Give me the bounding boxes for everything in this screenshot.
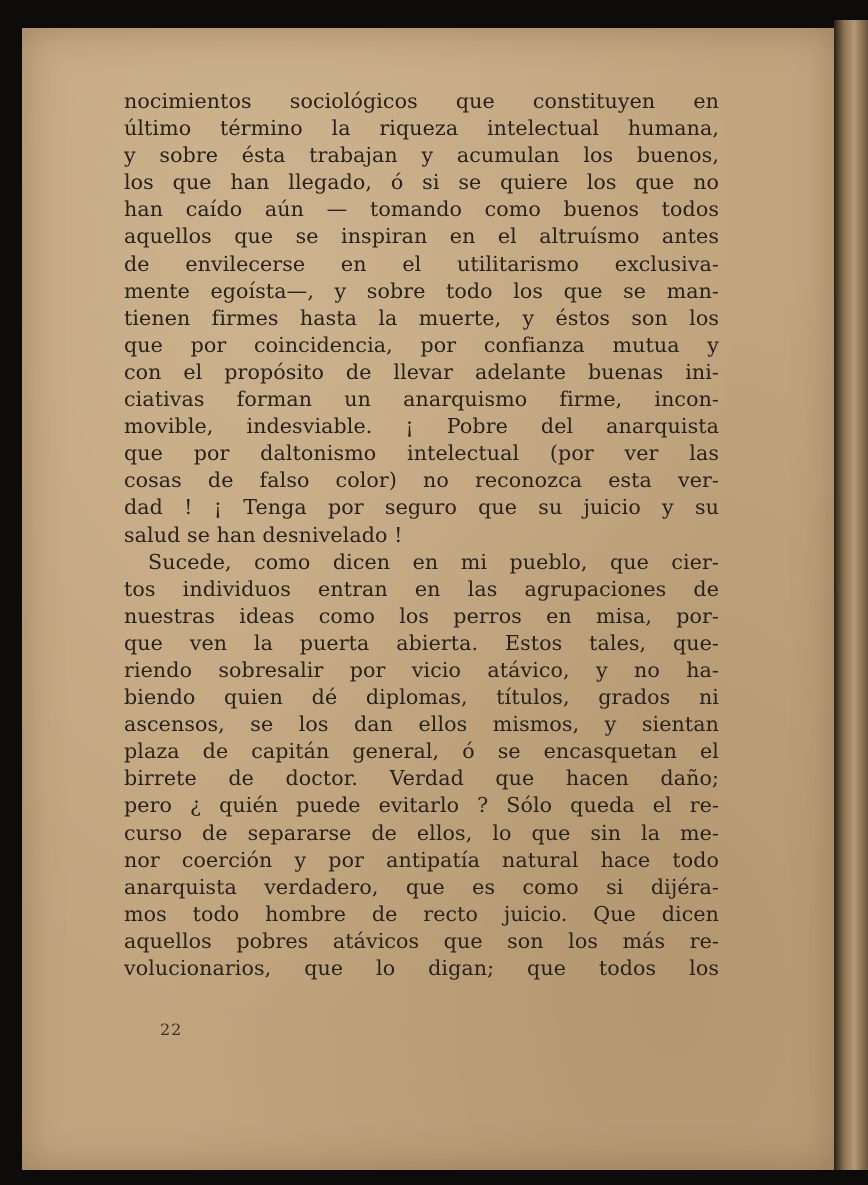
text-line: movible, indesviable. ¡ Pobre del anarquista [124,414,719,439]
text-line: y sobre ésta trabajan y acumulan los buenos, [124,143,719,168]
page-number: 22 [160,1020,183,1039]
text-line: nuestras ideas como los perros en misa, por- [124,603,719,628]
text-line: volucionarios, que lo digan; que todos los [124,956,719,980]
text-line: cosas de falso color) no reconozca esta ver- [124,468,719,493]
text-line: riendo sobresalir por vicio atávico, y no ha- [124,657,719,682]
text-line: tos individuos entran en las agrupaciones de [124,576,719,601]
text-line: anarquista verdadero, que es como si dijéra- [124,874,719,899]
text-line: salud se han desnivelado ! [124,522,403,547]
text-line: que por daltonismo intelectual (por ver las [124,441,719,466]
book-edge [834,20,868,1170]
text-line: dad ! ¡ Tenga por seguro que su juicio y su [124,495,719,520]
text-line: que ven la puerta abierta. Estos tales, que- [124,630,719,655]
text-line: Sucede, como dicen en mi pueblo, que cier- [148,549,719,574]
text-line: nor coerción y por antipatía natural hace todo [124,847,719,872]
text-line: último término la riqueza intelectual humana, [124,116,719,141]
text-line: mente egoísta—, y sobre todo los que se man- [124,278,719,303]
body-text [124,88,719,982]
text-line: ciativas forman un anarquismo firme, incon- [124,387,719,412]
text-line: curso de separarse de ellos, lo que sin la me- [124,820,719,845]
text-line: con el propósito de llevar adelante buenas ini- [124,359,719,384]
text-line: ascensos, se los dan ellos mismos, y sientan [124,712,719,737]
text-line: tienen firmes hasta la muerte, y éstos son los [124,305,719,330]
text-line: birrete de doctor. Verdad que hacen daño; [124,766,719,791]
text-line: han caído aún — tomando como buenos todos [124,197,719,222]
text-line: de envilecerse en el utilitarismo exclusiva- [124,251,719,276]
text-line: mos todo hombre de recto juicio. Que dicen [124,901,719,926]
text-line: que por coincidencia, por confianza mutua y [124,332,719,357]
text-line: los que han llegado, ó si se quiere los que no [124,170,719,195]
text-line: nocimientos sociológicos que constituyen en [124,89,719,113]
text-line: aquellos pobres atávicos que son los más re- [124,928,719,953]
text-line: biendo quien dé diplomas, títulos, grados ni [124,685,719,710]
text-line: aquellos que se inspiran en el altruísmo antes [124,224,719,249]
text-line: pero ¿ quién puede evitarlo ? Sólo queda el re- [124,793,719,818]
text-line: plaza de capitán general, ó se encasquetan el [124,739,719,764]
